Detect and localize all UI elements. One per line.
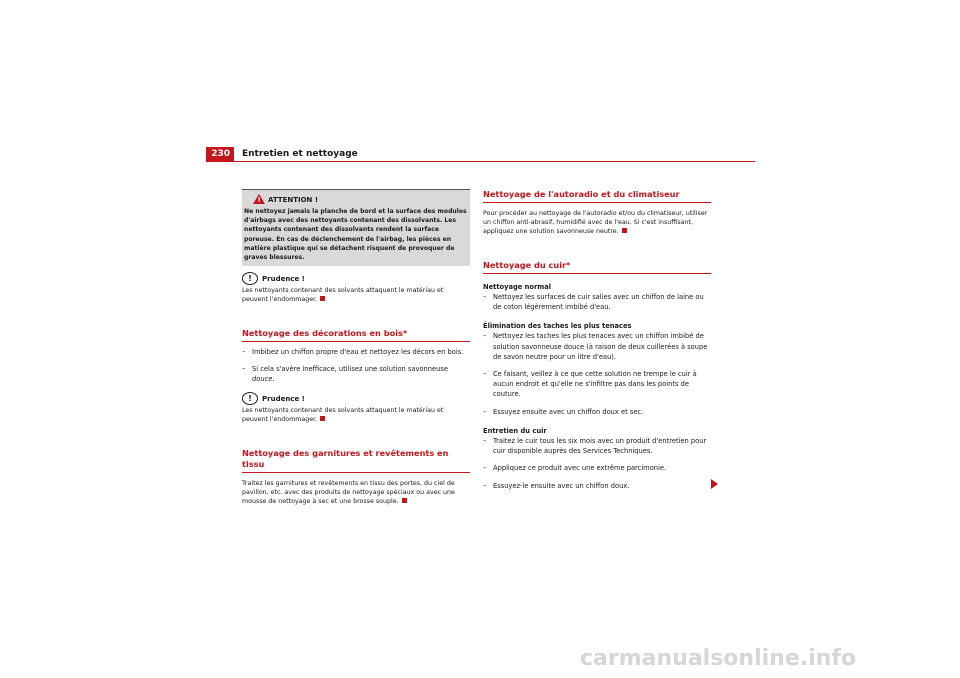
caution-title	[242, 392, 470, 406]
caution-exclamation-icon: !	[242, 392, 258, 405]
list-item: – Imbibez un chiffon propre d'eau et nettoyez les décors en bois.	[242, 347, 470, 357]
subheading-normal: Nettoyage normal	[483, 282, 552, 291]
list-item: – Traitez le cuir tous les six mois avec un produit d'entretien pour cuir disponible auprès des Services Techniques.	[483, 436, 711, 456]
section-title-tissu: Nettoyage des garnitures et revêtements en tissu	[242, 448, 470, 473]
warning-triangle-icon	[253, 194, 265, 204]
end-marker-icon	[320, 416, 325, 421]
tissu-text: Traitez les garnitures et revêtements en tissu des portes, du ciel de pavillon, etc. avec des produits de nettoyage spéciaux ou avec une mousse de nettoyage à sec et une brosse souple.	[242, 479, 455, 506]
list-item: – Essuyez-le ensuite avec un chiffon doux.	[483, 481, 711, 491]
page-header-title: Entretien et nettoyage	[242, 149, 358, 159]
normal-list	[483, 292, 711, 312]
caution-exclamation-icon: !	[242, 272, 258, 285]
caution-title-text: Prudence !	[262, 395, 305, 404]
deco-list	[242, 347, 470, 385]
header-rule	[206, 161, 755, 162]
list-item: – Nettoyez les surfaces de cuir salies avec un chiffon de laine ou de coton légèrement imbibé d'eau.	[483, 292, 711, 312]
section-title-cuir: Nettoyage du cuir*	[483, 260, 711, 274]
end-marker-icon	[402, 498, 407, 503]
warning-box	[242, 189, 470, 266]
warning-title-text: ATTENTION !	[268, 196, 319, 204]
list-item: – Si cela s'avère inefficace, utilisez une solution savonneuse douce.	[242, 364, 470, 384]
end-marker-icon	[622, 228, 627, 233]
list-item: – Essuyez ensuite avec un chiffon doux et sec.	[483, 407, 711, 417]
taches-list	[483, 331, 711, 416]
caution-title	[242, 272, 470, 286]
entretien-list	[483, 436, 711, 491]
subheading-entretien: Entretien du cuir	[483, 426, 547, 435]
caution-title-text: Prudence !	[262, 275, 305, 284]
left-column	[242, 189, 470, 506]
list-item: – Nettoyez les taches les plus tenaces avec un chiffon imbibé de solution savonneuse douce (à raison de deux cuillerées à soupe de savon neutre pour un litre d'eau).	[483, 331, 711, 362]
warning-title	[244, 193, 468, 207]
caution-text: Les nettoyants contenant des solvants attaquent le matériau et peuvent l'endommager.	[242, 287, 444, 304]
right-column	[483, 189, 711, 491]
page-number: 230	[206, 147, 234, 161]
end-marker-icon	[320, 296, 325, 301]
subheading-taches: Élimination des taches les plus tenaces	[483, 322, 632, 331]
section-title-radio: Nettoyage de l'autoradio et du climatiseur	[483, 189, 711, 203]
radio-text: Pour procéder au nettoyage de l'autoradio et/ou du climatiseur, utiliser un chiffon anti-abrasif, humidifié avec de l'eau. Si c'est insuffisant, appliquez une solution savonneuse neutre.	[483, 210, 708, 236]
warning-text: Ne nettoyez jamais la planche de bord et la surface des modules d'airbags avec des nettoyants contenant des dissolvants. Les nettoyants contenant des dissolvants rendent la surface poreuse. En cas de déclenchement de l'airbag, les pièces en matière plastique qui se détachent risquent de provoquer de graves blessures.	[244, 208, 467, 262]
list-item: – Ce faisant, veillez à ce que cette solution ne trempe le cuir à aucun endroit et qu'elle ne s'infiltre pas dans les points de couture.	[483, 369, 711, 400]
footer-watermark: carmanualsonline.info	[580, 646, 856, 671]
next-page-arrow-icon	[711, 479, 718, 489]
caution-text: Les nettoyants contenant des solvants attaquent le matériau et peuvent l'endommager.	[242, 407, 444, 424]
section-title-deco: Nettoyage des décorations en bois*	[242, 328, 470, 342]
list-item: – Appliquez ce produit avec une extrême parcimonie.	[483, 463, 711, 473]
